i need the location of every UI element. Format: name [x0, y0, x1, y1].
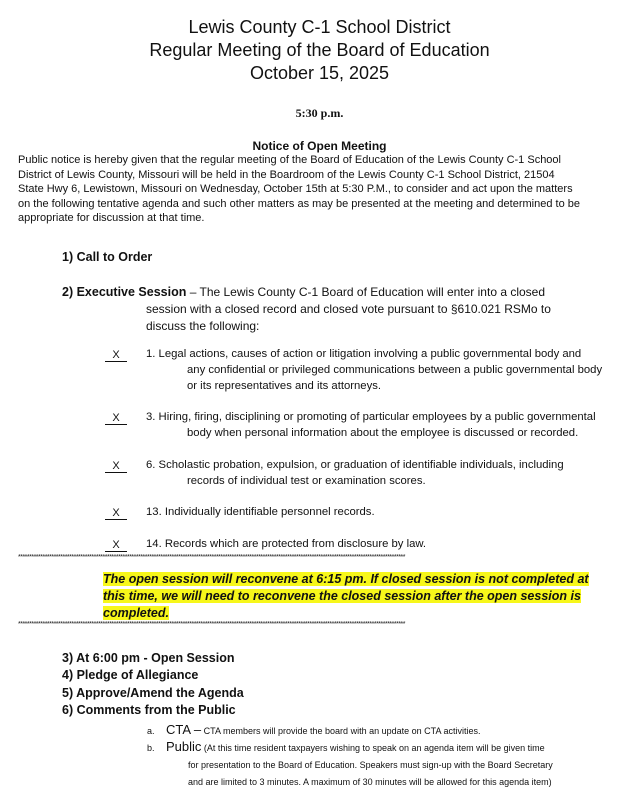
sub-letter: a.	[147, 726, 155, 736]
closed-item-text: records of individual test or examination scores.	[187, 475, 426, 487]
closed-item-text: 14. Records which are protected from disclosure by law.	[146, 538, 427, 550]
reconvene-line: completed.	[103, 606, 169, 620]
agenda-item-public-comments: 6) Comments from the Public	[62, 703, 236, 717]
meeting-title: Regular Meeting of the Board of Education	[149, 40, 490, 60]
agenda-item-pledge: 4) Pledge of Allegiance	[62, 668, 199, 682]
agenda-item-open-session: 3) At 6:00 pm - Open Session	[62, 651, 235, 665]
agenda-item-approve-agenda: 5) Approve/Amend the Agenda	[62, 686, 244, 700]
notice-line: appropriate for discussion at that time.	[18, 212, 205, 224]
notice-line: on the following tentative agenda and such other matters as may be presented at the meeting and determined to be	[18, 197, 580, 210]
sub-item-text: (At this time resident taxpayers wishing to speak on an agenda item will be given time	[201, 743, 545, 753]
closed-item-text: 13. Individually identifiable personnel records.	[146, 506, 375, 518]
executive-session-text: – The Lewis County C-1 Board of Education will enter into a closed	[186, 285, 546, 299]
checkmark-x: X	[105, 412, 127, 425]
notice-heading: Notice of Open Meeting	[252, 139, 387, 153]
closed-item-text: 6. Scholastic probation, expulsion, or graduation of identifiable individuals, including	[146, 459, 564, 471]
sub-item-text: for presentation to the Board of Education. Speakers must sign-up with the Board Secretary	[188, 760, 553, 770]
closed-item-text: any confidential or privileged communications between a public governmental body	[187, 364, 603, 376]
district-title: Lewis County C-1 School District	[188, 17, 451, 37]
meeting-time: 5:30 p.m.	[295, 106, 344, 120]
checkmark-x: X	[105, 539, 127, 552]
closed-item-text: or its representatives and its attorneys.	[187, 380, 382, 392]
sub-item-title: CTA –	[166, 722, 202, 737]
reconvene-notice	[103, 571, 608, 622]
closed-item-text: 1. Legal actions, causes of action or litigation involving a public governmental body and	[146, 348, 582, 360]
notice-line: Public notice is hereby given that the regular meeting of the Board of Education of the Lewis County C-1 School	[18, 154, 561, 166]
sub-item-text: CTA members will provide the board with an update on CTA activities.	[201, 726, 481, 736]
executive-session-text: discuss the following:	[146, 319, 260, 333]
sub-item-cta	[166, 721, 480, 739]
separator: ******************************************************************************************************************************************************************************	[18, 554, 405, 561]
reconvene-line: this time, we will need to reconvene the closed session after the open session is	[103, 589, 581, 603]
meeting-date: October 15, 2025	[249, 63, 390, 83]
checkmark-x: X	[105, 460, 127, 473]
closed-item-text: 3. Hiring, firing, disciplining or promoting of particular employees by a public governmental	[146, 411, 596, 423]
sub-item-text: and are limited to 3 minutes. A maximum of 30 minutes will be allowed for this agenda item)	[188, 777, 552, 787]
agenda-item-executive-session	[62, 285, 545, 299]
notice-paragraph	[18, 153, 626, 226]
sub-item-title: Public	[166, 739, 202, 754]
sub-letter: b.	[147, 743, 155, 753]
reconvene-line: The open session will reconvene at 6:15 pm. If closed session is not completed at	[103, 572, 589, 586]
separator: ******************************************************************************************************************************************************************************	[18, 621, 405, 628]
executive-session-label: 2) Executive Session	[62, 285, 187, 299]
notice-line: District of Lewis County, Missouri will be held in the Boardroom of the Lewis County C-1 School District, 21504	[18, 168, 555, 181]
sub-item-public	[166, 738, 545, 756]
checkmark-x: X	[105, 349, 127, 362]
agenda-item-call-to-order: 1) Call to Order	[62, 250, 153, 264]
closed-item-text: body when personal information about the employee is discussed or recorded.	[187, 427, 579, 439]
executive-session-text: session with a closed record and closed vote pursuant to §610.021 RSMo to	[146, 302, 551, 316]
checkmark-x: X	[105, 507, 127, 520]
notice-line: State Hwy 6, Lewistown, Missouri on Wednesday, October 15th at 5:30 P.M., to consider and act upon the matters	[18, 183, 573, 195]
